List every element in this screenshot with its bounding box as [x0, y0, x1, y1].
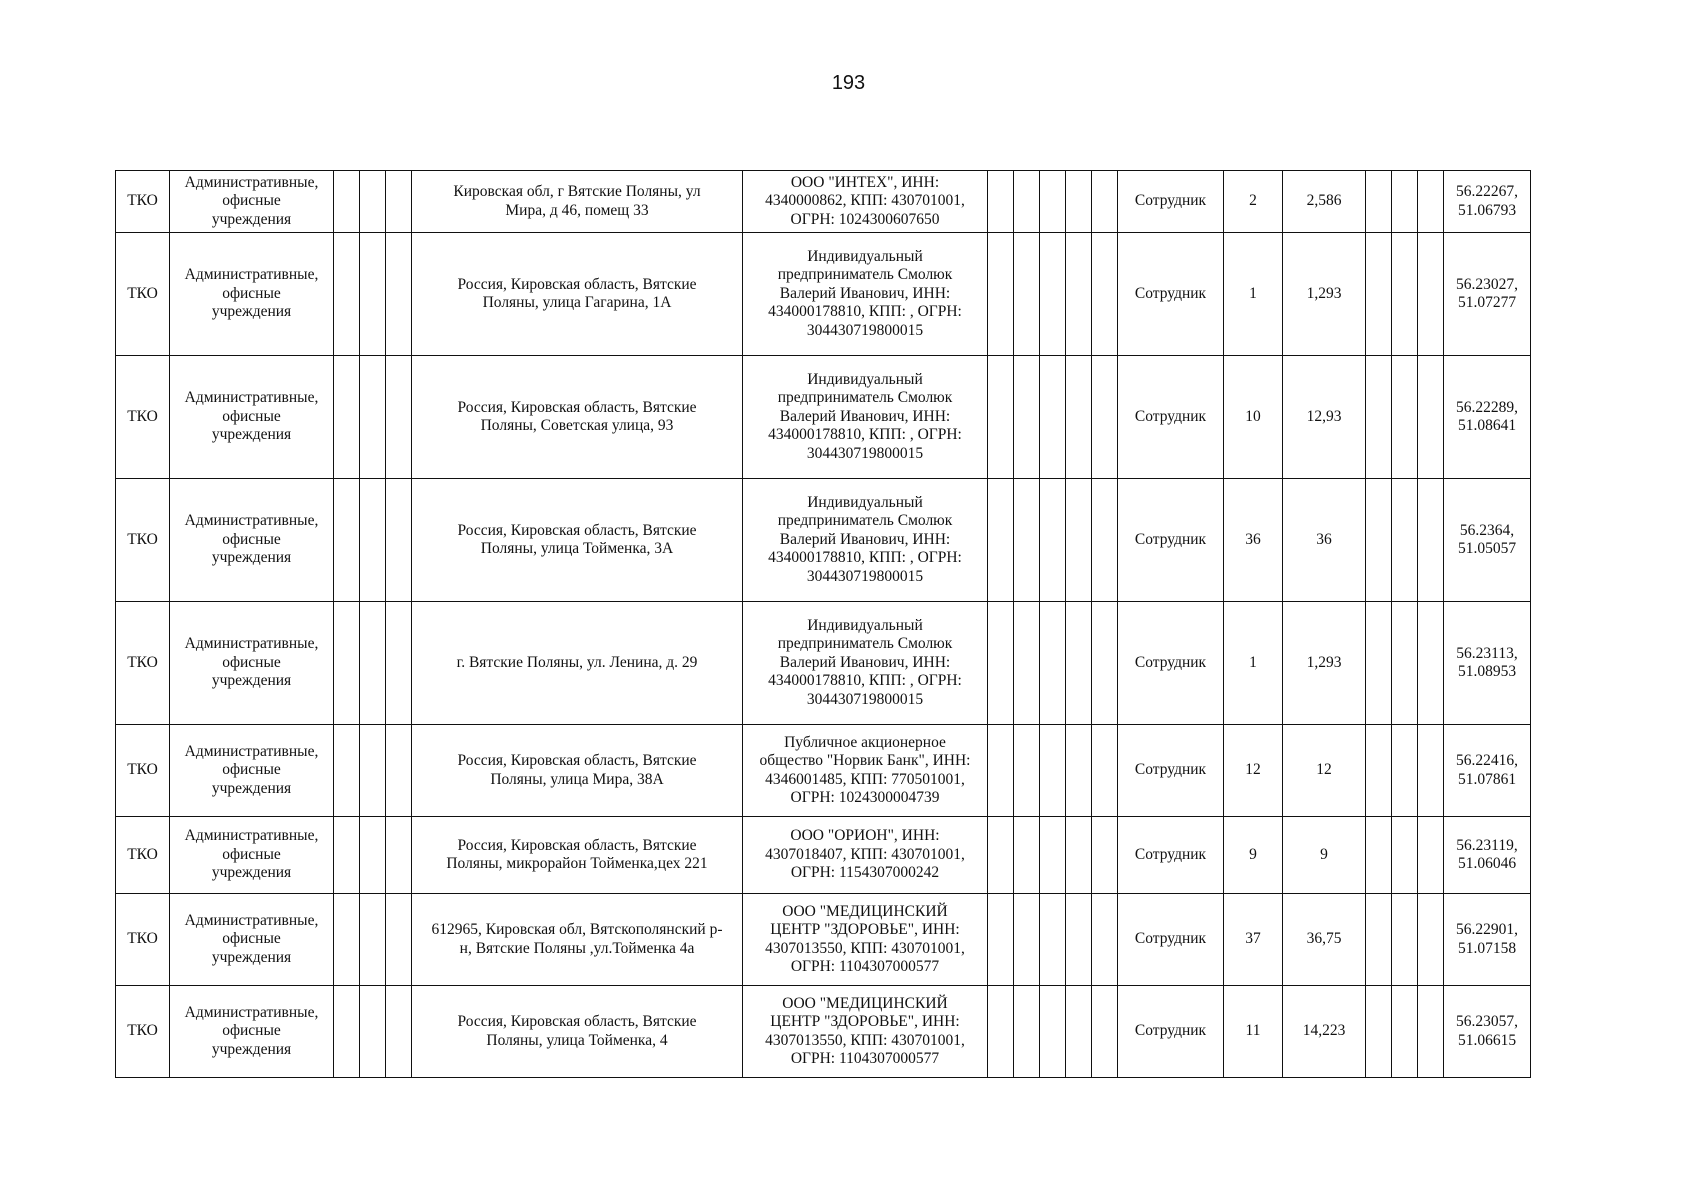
- cell-empty: [1066, 986, 1092, 1078]
- cell-object-category: Административные, офисные учреждения: [170, 602, 334, 725]
- cell-empty: [1066, 817, 1092, 894]
- cell-empty: [360, 602, 386, 725]
- cell-coordinates: 56.22416, 51.07861: [1444, 725, 1531, 817]
- cell-empty: [334, 986, 360, 1078]
- cell-unit-quantity: 36: [1224, 479, 1283, 602]
- cell-empty: [1392, 725, 1418, 817]
- cell-address: Кировская обл, г Вятские Поляны, ул Мира, д 46, помещ 33: [412, 171, 743, 233]
- cell-address: г. Вятские Поляны, ул. Ленина, д. 29: [412, 602, 743, 725]
- cell-empty: [1366, 894, 1392, 986]
- cell-empty: [1392, 171, 1418, 233]
- cell-object-category: Административные, офисные учреждения: [170, 725, 334, 817]
- table-row: [116, 356, 1531, 479]
- cell-empty: [1092, 817, 1118, 894]
- cell-empty: [334, 233, 360, 356]
- cell-empty: [1040, 171, 1066, 233]
- cell-coordinates: 56.22901, 51.07158: [1444, 894, 1531, 986]
- table-row: [116, 725, 1531, 817]
- waste-sources-table: [115, 170, 1531, 1078]
- table-row: [116, 479, 1531, 602]
- table-row: [116, 602, 1531, 725]
- cell-empty: [1418, 894, 1444, 986]
- cell-empty: [1066, 479, 1092, 602]
- cell-waste-type: ТКО: [116, 479, 170, 602]
- cell-empty: [1092, 725, 1118, 817]
- cell-empty: [1366, 479, 1392, 602]
- cell-empty: [360, 817, 386, 894]
- cell-empty: [360, 233, 386, 356]
- cell-empty: [1040, 356, 1066, 479]
- cell-empty: [386, 479, 412, 602]
- cell-unit-quantity: 10: [1224, 356, 1283, 479]
- cell-empty: [1040, 817, 1066, 894]
- cell-calculation-unit: Сотрудник: [1118, 356, 1224, 479]
- cell-empty: [1092, 986, 1118, 1078]
- cell-empty: [334, 817, 360, 894]
- cell-empty: [988, 233, 1014, 356]
- cell-accumulation-volume: 2,586: [1283, 171, 1366, 233]
- cell-empty: [386, 894, 412, 986]
- cell-empty: [1066, 725, 1092, 817]
- cell-address: Россия, Кировская область, Вятские Поляны, улица Тойменка, 3А: [412, 479, 743, 602]
- cell-waste-type: ТКО: [116, 171, 170, 233]
- cell-owner: ООО "МЕДИЦИНСКИЙ ЦЕНТР "ЗДОРОВЬЕ", ИНН: 4307013550, КПП: 430701001, ОГРН: 1104307000577: [743, 894, 988, 986]
- cell-empty: [334, 479, 360, 602]
- cell-owner: Публичное акционерное общество "Норвик Банк", ИНН: 4346001485, КПП: 770501001, ОГРН: 1024300004739: [743, 725, 988, 817]
- cell-address: 612965, Кировская обл, Вятскополянский р- н, Вятские Поляны ,ул.Тойменка 4а: [412, 894, 743, 986]
- cell-unit-quantity: 12: [1224, 725, 1283, 817]
- cell-object-category: Административные, офисные учреждения: [170, 894, 334, 986]
- cell-calculation-unit: Сотрудник: [1118, 602, 1224, 725]
- cell-empty: [1392, 894, 1418, 986]
- cell-empty: [386, 356, 412, 479]
- cell-empty: [360, 356, 386, 479]
- cell-empty: [988, 894, 1014, 986]
- cell-accumulation-volume: 9: [1283, 817, 1366, 894]
- cell-empty: [1066, 356, 1092, 479]
- table-row: [116, 171, 1531, 233]
- cell-owner: Индивидуальный предприниматель Смолюк Валерий Иванович, ИНН: 434000178810, КПП: , ОГРН: 304430719800015: [743, 233, 988, 356]
- cell-empty: [1014, 817, 1040, 894]
- cell-object-category: Административные, офисные учреждения: [170, 233, 334, 356]
- cell-owner: ООО "ОРИОН", ИНН: 4307018407, КПП: 430701001, ОГРН: 1154307000242: [743, 817, 988, 894]
- cell-empty: [1418, 171, 1444, 233]
- cell-owner: ООО "ИНТЕХ", ИНН: 4340000862, КПП: 430701001, ОГРН: 1024300607650: [743, 171, 988, 233]
- cell-empty: [1014, 602, 1040, 725]
- cell-empty: [1392, 356, 1418, 479]
- cell-object-category: Административные, офисные учреждения: [170, 986, 334, 1078]
- cell-owner: ООО "МЕДИЦИНСКИЙ ЦЕНТР "ЗДОРОВЬЕ", ИНН: 4307013550, КПП: 430701001, ОГРН: 1104307000577: [743, 986, 988, 1078]
- cell-empty: [1418, 233, 1444, 356]
- cell-empty: [1092, 171, 1118, 233]
- cell-empty: [1066, 233, 1092, 356]
- cell-empty: [334, 894, 360, 986]
- cell-empty: [1392, 233, 1418, 356]
- cell-empty: [1040, 894, 1066, 986]
- cell-address: Россия, Кировская область, Вятские Поляны, улица Мира, 38А: [412, 725, 743, 817]
- cell-coordinates: 56.23027, 51.07277: [1444, 233, 1531, 356]
- cell-empty: [1092, 356, 1118, 479]
- cell-empty: [1366, 817, 1392, 894]
- cell-empty: [386, 986, 412, 1078]
- cell-empty: [386, 171, 412, 233]
- cell-calculation-unit: Сотрудник: [1118, 233, 1224, 356]
- cell-empty: [1418, 356, 1444, 479]
- cell-address: Россия, Кировская область, Вятские Поляны, улица Гагарина, 1А: [412, 233, 743, 356]
- table-row: [116, 817, 1531, 894]
- cell-empty: [334, 602, 360, 725]
- cell-empty: [1040, 986, 1066, 1078]
- cell-empty: [1392, 986, 1418, 1078]
- cell-coordinates: 56.23113, 51.08953: [1444, 602, 1531, 725]
- cell-accumulation-volume: 12: [1283, 725, 1366, 817]
- cell-waste-type: ТКО: [116, 986, 170, 1078]
- cell-coordinates: 56.2364, 51.05057: [1444, 479, 1531, 602]
- cell-calculation-unit: Сотрудник: [1118, 894, 1224, 986]
- cell-calculation-unit: Сотрудник: [1118, 171, 1224, 233]
- cell-empty: [360, 725, 386, 817]
- cell-empty: [988, 356, 1014, 479]
- cell-empty: [988, 817, 1014, 894]
- cell-empty: [334, 171, 360, 233]
- cell-calculation-unit: Сотрудник: [1118, 817, 1224, 894]
- cell-waste-type: ТКО: [116, 356, 170, 479]
- table-row: [116, 986, 1531, 1078]
- cell-unit-quantity: 1: [1224, 233, 1283, 356]
- cell-empty: [1366, 171, 1392, 233]
- cell-unit-quantity: 37: [1224, 894, 1283, 986]
- cell-empty: [360, 986, 386, 1078]
- cell-unit-quantity: 1: [1224, 602, 1283, 725]
- cell-empty: [1092, 894, 1118, 986]
- cell-empty: [1392, 602, 1418, 725]
- cell-empty: [1092, 479, 1118, 602]
- cell-empty: [988, 171, 1014, 233]
- cell-empty: [1366, 986, 1392, 1078]
- cell-object-category: Административные, офисные учреждения: [170, 479, 334, 602]
- cell-waste-type: ТКО: [116, 233, 170, 356]
- cell-waste-type: ТКО: [116, 817, 170, 894]
- cell-accumulation-volume: 14,223: [1283, 986, 1366, 1078]
- cell-object-category: Административные, офисные учреждения: [170, 171, 334, 233]
- cell-owner: Индивидуальный предприниматель Смолюк Валерий Иванович, ИНН: 434000178810, КПП: , ОГРН: 304430719800015: [743, 479, 988, 602]
- cell-empty: [1092, 602, 1118, 725]
- cell-accumulation-volume: 1,293: [1283, 233, 1366, 356]
- cell-empty: [1418, 479, 1444, 602]
- table-row: [116, 894, 1531, 986]
- cell-empty: [1366, 602, 1392, 725]
- cell-empty: [1040, 233, 1066, 356]
- cell-coordinates: 56.22267, 51.06793: [1444, 171, 1531, 233]
- cell-accumulation-volume: 36,75: [1283, 894, 1366, 986]
- cell-empty: [1366, 233, 1392, 356]
- cell-object-category: Административные, офисные учреждения: [170, 356, 334, 479]
- cell-calculation-unit: Сотрудник: [1118, 986, 1224, 1078]
- table-row: [116, 233, 1531, 356]
- cell-object-category: Административные, офисные учреждения: [170, 817, 334, 894]
- cell-empty: [1066, 171, 1092, 233]
- cell-empty: [360, 171, 386, 233]
- cell-calculation-unit: Сотрудник: [1118, 725, 1224, 817]
- cell-empty: [1040, 479, 1066, 602]
- cell-empty: [386, 817, 412, 894]
- cell-address: Россия, Кировская область, Вятские Поляны, Советская улица, 93: [412, 356, 743, 479]
- cell-empty: [360, 479, 386, 602]
- cell-empty: [1066, 894, 1092, 986]
- cell-owner: Индивидуальный предприниматель Смолюк Валерий Иванович, ИНН: 434000178810, КПП: , ОГРН: 304430719800015: [743, 602, 988, 725]
- cell-accumulation-volume: 36: [1283, 479, 1366, 602]
- cell-empty: [988, 725, 1014, 817]
- cell-empty: [386, 233, 412, 356]
- cell-empty: [1418, 602, 1444, 725]
- cell-empty: [1418, 817, 1444, 894]
- cell-empty: [1040, 602, 1066, 725]
- cell-empty: [1066, 602, 1092, 725]
- cell-empty: [1014, 479, 1040, 602]
- cell-waste-type: ТКО: [116, 725, 170, 817]
- cell-calculation-unit: Сотрудник: [1118, 479, 1224, 602]
- cell-waste-type: ТКО: [116, 894, 170, 986]
- cell-empty: [1418, 986, 1444, 1078]
- cell-coordinates: 56.22289, 51.08641: [1444, 356, 1531, 479]
- cell-empty: [1040, 725, 1066, 817]
- cell-empty: [1418, 725, 1444, 817]
- cell-empty: [1014, 986, 1040, 1078]
- cell-coordinates: 56.23119, 51.06046: [1444, 817, 1531, 894]
- cell-empty: [1392, 817, 1418, 894]
- cell-unit-quantity: 9: [1224, 817, 1283, 894]
- cell-empty: [988, 986, 1014, 1078]
- cell-empty: [1366, 725, 1392, 817]
- cell-coordinates: 56.23057, 51.06615: [1444, 986, 1531, 1078]
- cell-address: Россия, Кировская область, Вятские Поляны, улица Тойменка, 4: [412, 986, 743, 1078]
- cell-empty: [1392, 479, 1418, 602]
- cell-empty: [386, 725, 412, 817]
- cell-empty: [334, 725, 360, 817]
- cell-empty: [334, 356, 360, 479]
- cell-empty: [360, 894, 386, 986]
- cell-waste-type: ТКО: [116, 602, 170, 725]
- cell-empty: [988, 602, 1014, 725]
- cell-empty: [1014, 356, 1040, 479]
- cell-empty: [988, 479, 1014, 602]
- cell-address: Россия, Кировская область, Вятские Поляны, микрорайон Тойменка,цех 221: [412, 817, 743, 894]
- cell-empty: [1014, 171, 1040, 233]
- cell-accumulation-volume: 12,93: [1283, 356, 1366, 479]
- cell-unit-quantity: 11: [1224, 986, 1283, 1078]
- cell-empty: [1092, 233, 1118, 356]
- page-number: 193: [831, 72, 866, 94]
- cell-empty: [1014, 894, 1040, 986]
- cell-empty: [1366, 356, 1392, 479]
- cell-empty: [1014, 725, 1040, 817]
- cell-empty: [386, 602, 412, 725]
- cell-unit-quantity: 2: [1224, 171, 1283, 233]
- cell-accumulation-volume: 1,293: [1283, 602, 1366, 725]
- cell-empty: [1014, 233, 1040, 356]
- cell-owner: Индивидуальный предприниматель Смолюк Валерий Иванович, ИНН: 434000178810, КПП: , ОГРН: 304430719800015: [743, 356, 988, 479]
